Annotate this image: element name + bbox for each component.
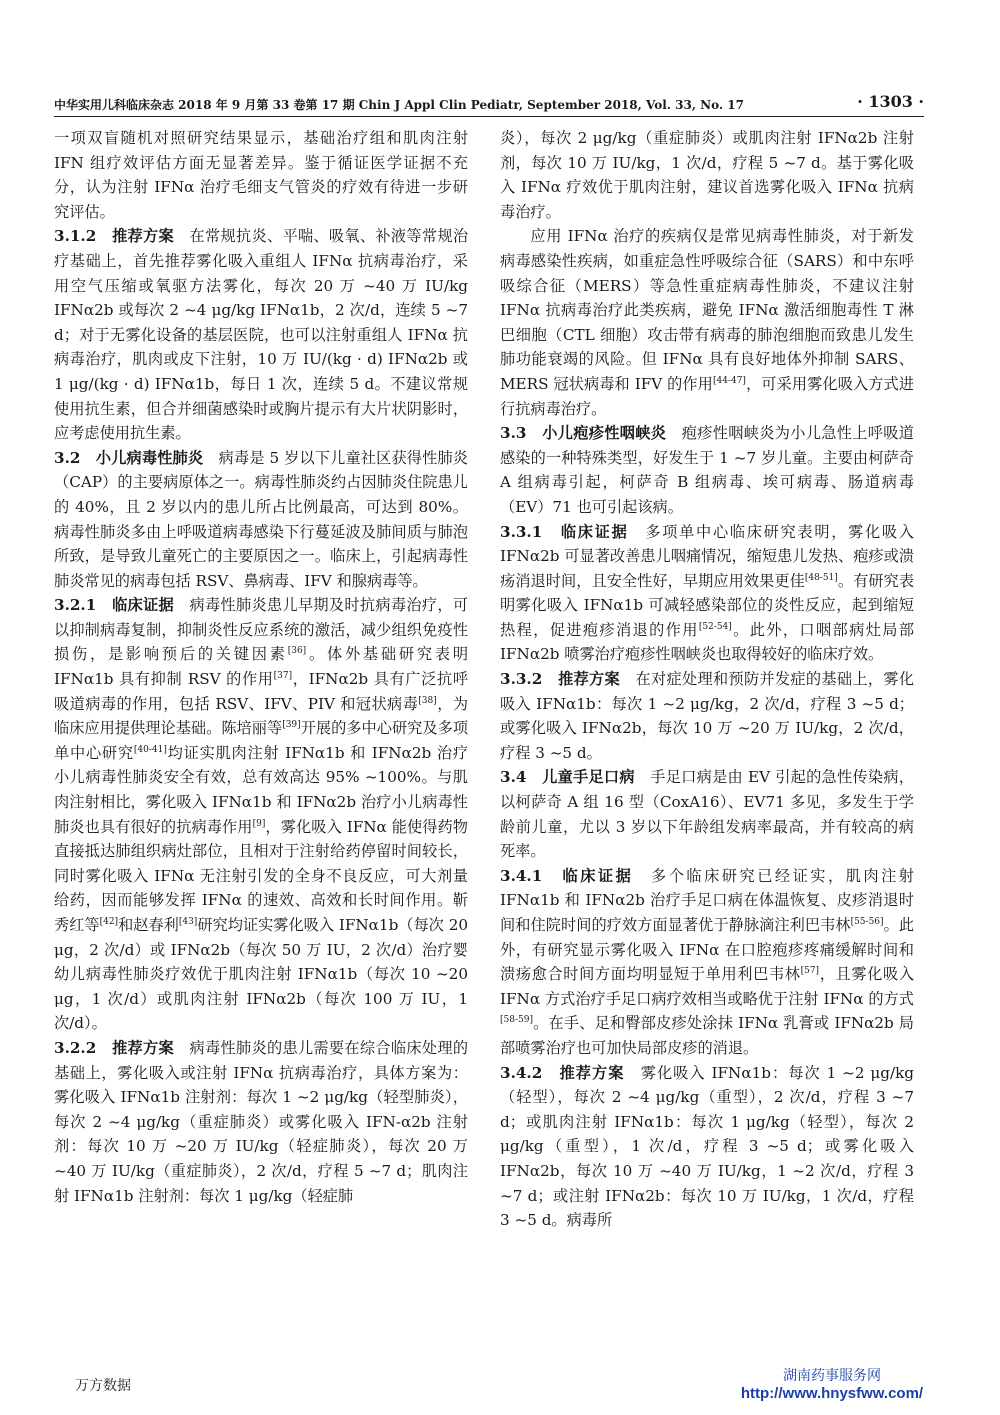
section-text: 。体外基础研究表明 IFNα1b 具有抑制 RSV 的作用	[54, 645, 469, 689]
watermark-url: http://www.hnysfww.com/	[740, 1385, 924, 1402]
section-text: 和赵春利	[118, 916, 179, 934]
right-column	[500, 126, 914, 1233]
section-3-2-1	[54, 593, 468, 1036]
citation-ref: [44-47]	[712, 375, 746, 386]
paragraph-text: ，可采用雾化吸入方式进行抗病毒治疗。	[500, 374, 915, 418]
section-text: ，为临床应用提供理论基础。陈培丽等	[54, 694, 469, 738]
paragraph: 炎），每次 2 μg/kg（重症肺炎）或肌肉注射 IFNα2b 注射剂，每次 10 万 IU/kg，1 次/d，疗程 5 ~7 d。基于雾化吸入 IFNα 疗效优于肌肉注射，建议首选雾化吸入 IFNα 抗病毒治疗。	[500, 129, 914, 221]
section-heading: 3.4.1 临床证据	[500, 866, 634, 885]
section-text: 多个临床研究已经证实，肌肉注射 IFNα1b 和 IFNα2b 治疗手足口病在体温恢复、皮疹消退时间和住院时间的疗效方面显著优于静脉滴注利巴韦林	[500, 866, 914, 934]
section-3-1-2	[54, 224, 468, 445]
section-text: 研究均证实雾化吸入 IFNα1b（每次 20 μg，2 次/d）或 IFNα2b（每次 50 万 IU，2 次/d）治疗婴幼儿病毒性肺炎疗效优于肌肉注射 IFNα1b（每次 10 ~20 μg，1 次/d）或肌肉注射 IFNα2b（每次 100 万 IU，1 次/d）。	[54, 916, 469, 1033]
section-text: 均证实肌肉注射 IFNα1b 和 IFNα2b 治疗小儿病毒性肺炎安全有效，总有效高达 95% ~100%。与肌肉注射相比，雾化吸入 IFNα1b 和 IFNα2b 治疗小儿病毒性肺炎也具有很好的抗病毒作用	[54, 743, 469, 836]
section-text: 病毒性肺炎患儿早期及时抗病毒治疗，可以抑制病毒复制，抑制炎性反应系统的激活，减少组织免疫性损伤，是影响预后的关键因素	[54, 596, 469, 664]
section-text: 雾化吸入 IFNα1b：每次 1 ~2 μg/kg（轻型），每次 2 ~4 μg/kg（重型），2 次/d，疗程 3 ~7 d；或肌肉注射 IFNα1b：每次 1 μg/kg（轻型），每次 2 μg/kg（重型），1 次/d，疗程 3 ~5 d；或雾化吸入 IFNα2b，每次 10 万 ~40 万 IU/kg，1 ~2 次/d，疗程 3 ~7 d；或注射 IFNα2b：每次 10 万 IU/kg，1 次/d，疗程 3 ~5 d。病毒所	[500, 1063, 915, 1230]
section-3-3-2	[500, 667, 914, 765]
section-3-2-2	[54, 1036, 468, 1208]
section-3-3	[500, 421, 914, 519]
citation-ref: [48-51]	[804, 572, 838, 583]
section-text: 。此外，有研究显示雾化吸入 IFNα 在口腔疱疹疼痛缓解时间和溃疡愈合时间方面均明显短于单用利巴韦林	[500, 916, 915, 984]
watermark-site-name: 湖南药事服务网	[783, 1367, 881, 1383]
section-3-2	[54, 446, 468, 594]
section-text: ，雾化吸入 IFNα 能使得药物直接抵达肺组织病灶部位，且相对于注射给药停留时间较长，同时雾化吸入 IFNα 无注射引发的全身不良反应，可大剂量给药，因而能够发挥 IFNα 的速效、高效和长时间作用。靳秀红等	[54, 817, 468, 934]
paragraph: 一项双盲随机对照研究结果显示，基础治疗组和肌肉注射 IFN 组疗效评估方面无显著差异。鉴于循证医学证据不充分，认为注射 IFNα 治疗毛细支气管炎的疗效有待进一步研究评估。	[54, 129, 468, 221]
section-text: 多项单中心临床研究表明，雾化吸入 IFNα2b 可显著改善患儿咽痛情况，缩短患儿发热、疱疹或溃疡消退时间，且安全性好，早期应用效果更佳	[500, 522, 914, 590]
section-heading: 3.3.1 临床证据	[500, 522, 629, 541]
section-3-4-1	[500, 864, 914, 1061]
paragraph	[500, 224, 914, 421]
section-text: 疱疹性咽峡炎为小儿急性上呼吸道感染的一种特殊类型，好发生于 1 ~7 岁儿童。主要由柯萨奇 A 组病毒引起，柯萨奇 B 组病毒、埃可病毒、肠道病毒（EV）71 也可引起该病。	[500, 424, 914, 516]
section-heading: 3.2.2 推荐方案	[54, 1038, 175, 1057]
section-text: 开展的多中心研究及多项单中心研究	[54, 719, 469, 762]
section-3-4-2	[500, 1061, 914, 1233]
section-heading: 3.1.2 推荐方案	[54, 227, 175, 246]
citation-ref: [58-59]	[500, 1015, 533, 1026]
section-heading: 3.4.2 推荐方案	[500, 1063, 625, 1082]
source-footer: 万方数据	[75, 1378, 131, 1394]
citation-ref: [43]	[178, 916, 198, 927]
journal-citation: 中华实用儿科临床杂志 2018 年 9 月第 33 卷第 17 期 Chin J Appl Clin Pediatr, September 2018, Vol. 33, No. 17	[54, 98, 744, 112]
citation-ref: [9]	[252, 818, 266, 829]
section-text: 病毒性肺炎的患儿需要在综合临床处理的基础上，雾化吸入或注射 IFNα 抗病毒治疗，具体方案为：雾化吸入 IFNα1b 注射剂：每次 1 ~2 μg/kg（轻型肺炎），每次 2 ~4 μg/kg（重症肺炎）或雾化吸入 IFN-α2b 注射剂：每次 10 万 ~20 万 IU/kg（轻症肺炎），每次 20 万 ~40 万 IU/kg（重症肺炎），2 次/d，疗程 5 ~7 d；肌肉注射 IFNα1b 注射剂：每次 1 μg/kg（轻症肺	[54, 1038, 469, 1205]
citation-ref: [38]	[418, 695, 437, 706]
citation-ref: [42]	[99, 916, 119, 927]
citation-ref: [40-41]	[133, 744, 167, 755]
section-text: 在常规抗炎、平喘、吸氧、补液等常规治疗基础上，首先推荐雾化吸入重组人 IFNα 抗病毒治疗，采用空气压缩或氧驱方法雾化，每次 20 万 ~40 万 IU/kg IFNα2b 或每次 2 ~4 μg/kg IFNα1b，2 次/d，连续 5 ~7 d；对于无雾化设备的基层医院，也可以注射重组人 IFNα 抗病毒治疗，肌肉或皮下注射，10 万 IU/(kg · d) IFNα2b 或 1 μg/(kg · d) IFNα1b，每日 1 次，连续 5 d。不建议常规使用抗生素，但合并细菌感染时或胸片提示有大片状阴影时，应考虑使用抗生素。	[54, 227, 469, 443]
section-heading: 3.3.2 推荐方案	[500, 670, 621, 689]
section-text: ，IFNα2b 具有广泛抗呼吸道病毒的作用，包括 RSV、IFV、PIV 和冠状病毒	[54, 670, 469, 713]
section-heading: 3.2.1 临床证据	[54, 596, 175, 615]
page-number: · 1303 ·	[857, 92, 924, 111]
citation-ref: [37]	[273, 671, 293, 681]
left-column	[54, 126, 468, 1208]
paragraph-text: 应用 IFNα 治疗的疾病仅是常见病毒性肺炎，对于新发病毒感染性疾病，如重症急性呼吸综合征（SARS）和中东呼吸综合征（MERS）等急性重症病毒性肺炎，不建议注射 IFNα 抗病毒治疗此类疾病，避免 IFNα 激活细胞毒性 T 淋巴细胞（CTL 细胞）攻击带有病毒的肺泡细胞而致患儿发生肺功能衰竭的风险。但 IFNα 具有良好地体外抑制 SARS、MERS 冠状病毒和 IFV 的作用	[500, 227, 914, 393]
section-text: 。在手、足和臀部皮疹处涂抹 IFNα 乳膏或 IFNα2b 局部喷雾治疗也可加快局部皮疹的消退。	[500, 1014, 914, 1057]
section-text: 。有研究表明雾化吸入 IFNα1b 可减轻感染部位的炎性反应，起到缩短热程，促进疱疹消退的作用	[500, 571, 915, 639]
section-text: 。此外，口咽部病灶局部 IFNα2b 喷雾治疗疱疹性咽峡炎也取得较好的临床疗效。	[500, 620, 915, 664]
citation-ref: [55-56]	[850, 916, 884, 927]
citation-ref: [39]	[282, 720, 301, 731]
section-text: 手足口病是由 EV 引起的急性传染病，以柯萨奇 A 组 16 型（CoxA16）、EV71 多见，多发生于学龄前儿童，尤以 3 岁以下年龄组发病率最高，并有较高的病死率。	[500, 768, 914, 861]
citation-ref: [36]	[287, 646, 307, 657]
section-3-3-1	[500, 520, 914, 668]
running-header	[54, 92, 924, 117]
section-text: 在对症处理和预防并发症的基础上，雾化吸入 IFNα1b：每次 1 ~2 μg/kg，2 次/d，疗程 3 ~5 d；或雾化吸入 IFNα2b，每次 10 万 ~20 万 IU/kg，2 次/d，疗程 3 ~5 d。	[500, 670, 915, 762]
citation-ref: [52-54]	[698, 621, 732, 632]
section-3-4	[500, 765, 914, 863]
watermark	[717, 1366, 947, 1404]
section-heading: 3.3 小儿疱疹性咽峡炎	[500, 424, 667, 443]
section-text: 病毒是 5 岁以下儿童社区获得性肺炎（CAP）的主要病原体之一。病毒性肺炎约占因肺炎住院患儿的 40%，且 2 岁以内的患儿所占比例最高，可达到 80%。病毒性肺炎多由上呼吸道病毒感染下行蔓延波及肺间质与肺泡所致，是导致儿童死亡的主要原因之一。临床上，引起病毒性肺炎常见的病毒包括 RSV、鼻病毒、IFV 和腺病毒等。	[54, 448, 468, 590]
section-heading: 3.4 儿童手足口病	[500, 768, 635, 787]
section-text: ，且雾化吸入 IFNα 方式治疗手足口病疗效相当或略优于注射 IFNα 的方式	[500, 965, 915, 1008]
citation-ref: [57]	[800, 966, 820, 977]
section-heading: 3.2 小儿病毒性肺炎	[54, 448, 204, 467]
